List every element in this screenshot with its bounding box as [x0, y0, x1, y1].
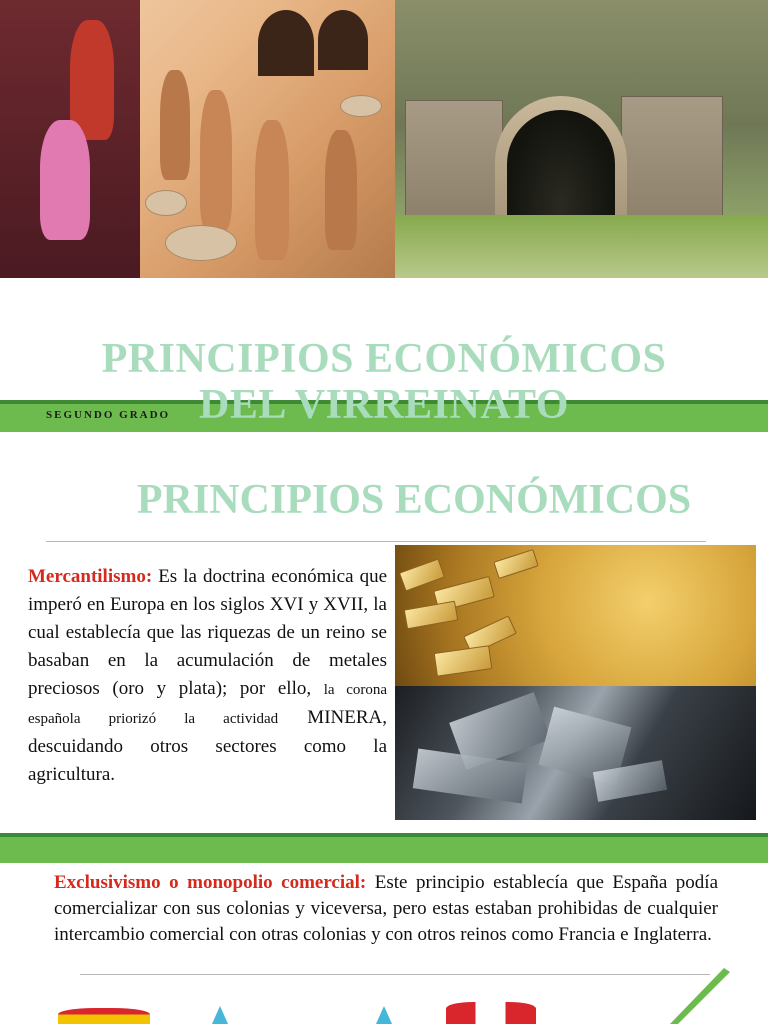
green-arrow-icon	[670, 964, 730, 1024]
mercantilismo-text-a: Es la doctrina económica que imperó en Europa en los siglos XVI y XVII, la cual establecía que las riquezas de un reino se basaban en la acumulación de metales preciosos (oro y plata); por ello,	[28, 566, 387, 699]
mercantilismo-term: Mercantilismo:	[28, 566, 153, 587]
main-title-line-2: DEL VIRREINATO	[199, 382, 569, 428]
blue-triangle-icon	[376, 1006, 392, 1024]
divider-2	[80, 974, 710, 975]
mercantilismo-text-small: la corona española priorizó la actividad	[28, 682, 388, 727]
spain-flag-icon	[58, 1008, 150, 1024]
mercantilismo-paragraph	[28, 563, 387, 789]
mine-tunnel-photo	[395, 0, 768, 278]
exclusivismo-term: Exclusivismo o monopolio comercial:	[54, 872, 367, 893]
green-band-2-stripe	[0, 833, 768, 837]
exclusivismo-text: Este principio establecía que España podía comercializar con sus colonias y viceversa, pero estas estaban prohibidas de cualquier intercambio comercial con otras colonias y con otros reinos como Francia e Inglaterra.	[54, 872, 719, 945]
section-title: PRINCIPIOS ECONÓMICOS	[136, 477, 692, 523]
grade-label: SEGUNDO GRADO	[46, 409, 171, 421]
colonial-mining-illustration	[0, 0, 395, 278]
silver-ore-image	[395, 686, 756, 820]
green-band-2	[0, 833, 768, 863]
exclusivismo-paragraph	[54, 870, 718, 948]
main-title-line-1: PRINCIPIOS ECONÓMICOS	[101, 336, 667, 382]
peru-flag-icon	[446, 1002, 536, 1024]
gold-image	[395, 545, 756, 686]
mercantilismo-text-caps: MINERA,	[278, 707, 387, 728]
blue-triangle-icon	[212, 1006, 228, 1024]
mercantilismo-text-b: descuidando otros sectores como la agricultura.	[28, 736, 387, 785]
divider	[46, 541, 706, 542]
